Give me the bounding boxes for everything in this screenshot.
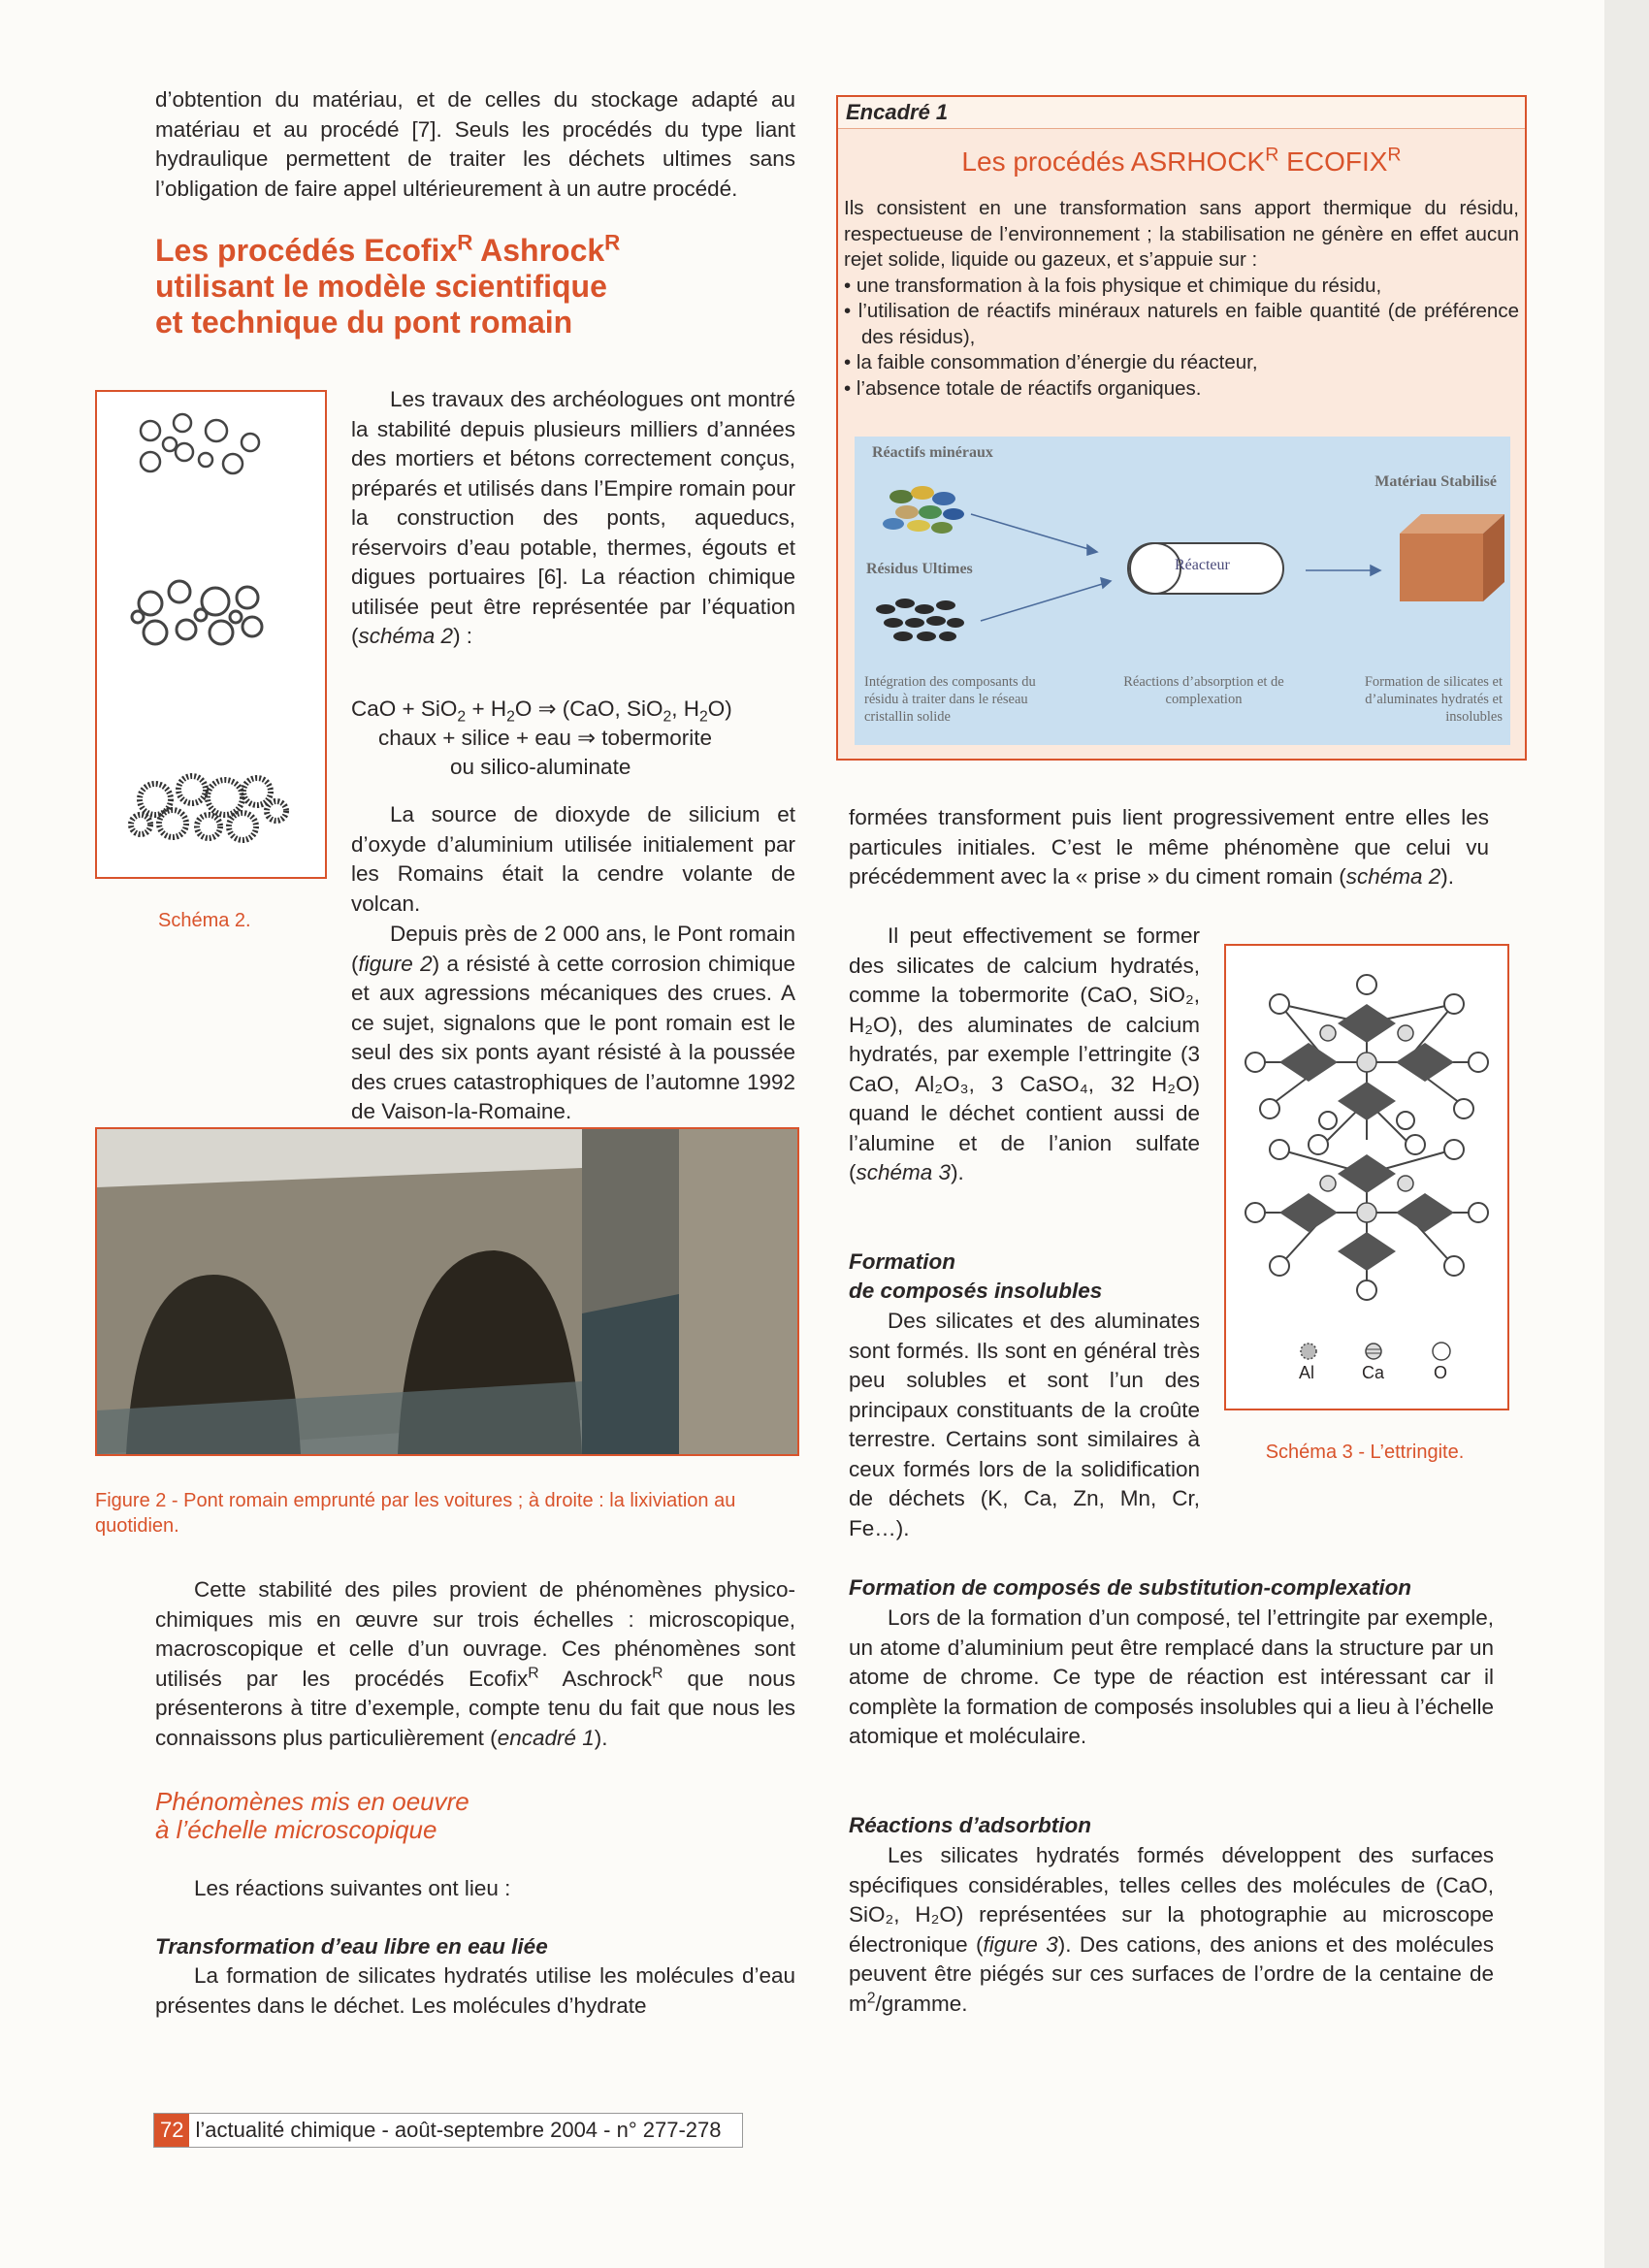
diagram-reactifs: Réactifs minéraux (872, 444, 993, 461)
reactifs-pellets (883, 486, 964, 534)
heading-micro: Phénomènes mis en oeuvre à l’échelle microscopique (155, 1787, 469, 1844)
equation-line1: CaO + $SiO_2 + H_2O$ ⇒ (CaO, SiO$_2$, $H_2O$) (351, 697, 732, 726)
para-substitution: Lors de la formation d’un composé, tel l’ettringite par exemple, un atome d’aluminium peut être remplacé dans la structure par un atome de chrome. Ce type de réaction est intéressant car il complète la formation de composés insolubles qui a lieu à l’échelle atomique et moléculaire. (849, 1605, 1494, 1748)
footer (153, 2113, 743, 2148)
schema2-caption: Schéma 2. (158, 910, 251, 931)
para-ettringite: Il peut effectivement se former des silicates de calcium hydratés, comme la tobermorite (CaO, SiO₂, H₂O), des aluminates de calcium hydratés, par exemple l’ettringite (3 CaO, Al₂O₃, 3 CaSO₄, 32 H₂O) quand le déchet contient aussi de l’alumine et de l’anion sulfate (schéma 3). (849, 923, 1200, 1184)
heading-eau: Transformation d’eau libre en eau liée (155, 1934, 548, 1959)
diagram-step1: Intégration des composants du résidu à traiter dans le réseau cristallin solide (864, 674, 1036, 725)
schema3-figure (1224, 944, 1509, 1410)
equation-line2: chaux + silice + eau ⇒ tobermorite (378, 726, 713, 750)
encadre-text: Ils consistent en une transformation sans apport thermique du résidu, respectueuse de l’environnement ; la stabilisation ne génère en effet aucun rejet solide, liquide ou gazeux, et s’appuie sur : • une transformation à la fois physique et chimique du résidu, • l’utilisation de réactifs minéraux naturels en faible quantité (de préférence des résidus), • la faible consommation d’énergie du réacteur, • l’absence totale de réactifs organiques. (844, 196, 1519, 402)
heading-insolubles: Formation de composés insolubles (849, 1249, 1103, 1303)
para-formees: formées transforment puis lient progressivement entre elles les particules initiales. C’est le même phénomène que celui vu précédemment avec la « prise » du ciment romain (schéma 2). (849, 805, 1489, 889)
heading-adsorbtion: Réactions d’adsorbtion (849, 1813, 1092, 1837)
diagram-step3: Formation de silicates et d’aluminates hydratés et insolubles (1364, 674, 1503, 725)
diagram-materiau: Matériau Stabilisé (1374, 473, 1497, 490)
diagram-step2: Réactions d’absorption et de complexation (1123, 674, 1284, 707)
figure2-caption: Figure 2 - Pont romain emprunté par les voitures ; à droite : la lixiviation au quotidien. (95, 1490, 736, 1537)
encadre-bullet: • l’absence totale de réactifs organiques. (844, 376, 1202, 400)
schema2-drawing (97, 392, 325, 877)
para-stabilite: Cette stabilité des piles provient de phénomènes physico-chimiques mis en œuvre sur trois échelles : microscopique, macroscopique et celle d’un ouvrage. Ces phénomènes sont utilisés par les procédés Ecofix$^R$ Aschrock$^R$ que nous présenterons à titre d’exemple, compte tenu du fait que nous les connaissons plus particulièrement (encadré 1). (155, 1577, 795, 1750)
schema2-stage1 (141, 414, 259, 473)
encadre-label: Encadré 1 (846, 100, 949, 124)
schema3-caption: Schéma 3 - L’ettringite. (1265, 1442, 1465, 1463)
para-reactions: Les réactions suivantes ont lieu : (194, 1876, 511, 1900)
diagram-residus: Résidus Ultimes (866, 561, 973, 577)
intro-paragraph: d’obtention du matériau, et de celles du stockage adapté au matériau et au procédé [7]. Seuls les procédés du type liant hydraulique permettent de traiter les déchets ultimes sans l’obligation de faire appel ultérieurement à un autre procédé. (155, 87, 795, 201)
encadre-bullet: • l’utilisation de réactifs minéraux naturels en faible quantité (de préférence des résidus), (844, 300, 1519, 348)
schema2-figure (95, 390, 327, 879)
heading-substitution: Formation de composés de substitution-complexation (849, 1575, 1412, 1600)
encadre-1 (836, 95, 1527, 761)
legend-al: Al (1299, 1363, 1315, 1382)
schema3-drawing (1226, 946, 1507, 1409)
encadre-bullet: • une transformation à la fois physique et chimique du résidu, (844, 274, 1382, 297)
scan-edge (1604, 0, 1649, 2268)
schema2-stage2 (132, 581, 262, 644)
para-adsorbtion: Les silicates hydratés formés développent des surfaces spécifiques considérables, telles celles des molécules de (CaO, SiO₂, H₂O) représentées sur la photographie au microscope électronique (figure 3). Des cations, des anions et des molécules peuvent être piégés sur ces surfaces de l’ordre de la centaine de $m^2$/gramme. (849, 1843, 1494, 2016)
schema3-legend-icons (1301, 1343, 1450, 1360)
equation (351, 695, 795, 782)
encadre-title: Les procédés $ASRHOCK^R$ $ECOFIX^R$ (961, 144, 1402, 177)
schema2-stage3 (131, 776, 286, 840)
residus-pellets (876, 599, 964, 641)
page-number: 72 (154, 2114, 189, 2147)
para-pont: Depuis près de 2 000 ans, le Pont romain (figure 2) a résisté à cette corrosion chimique et aux agressions mécaniques des crues. A ce sujet, signalons que le pont romain est le seul des six ponts ayant résisté à la poussée des crues catastrophiques de l’automne 1992 de Vaison-la-Romaine. (351, 922, 795, 1123)
para-source: La source de dioxyde de silicium et d’oxyde d’aluminium utilisée initialement par les Romains était la cendre volante de volcan. (351, 802, 795, 916)
figure2-photo (95, 1127, 799, 1456)
encadre-bullet: • la faible consommation d’énergie du réacteur, (844, 351, 1258, 373)
legend-ca: Ca (1362, 1363, 1385, 1382)
para-archeo: Les travaux des archéologues ont montré la stabilité depuis plusieurs milliers d’années des mortiers et bétons correctement conçus, préparés et utilisés dans l’Empire romain pour la construction des ponts, aqueducs, réservoirs d’eau potable, thermes, égouts et digues portuaires [6]. La réaction chimique utilisée peut être représentée par l’équation (schéma 2) : (351, 387, 795, 648)
process-diagram (855, 437, 1510, 745)
equation-line3: ou silico-aluminate (450, 755, 631, 779)
diagram-reacteur: Réacteur (1175, 557, 1230, 573)
legend-o: O (1434, 1363, 1448, 1382)
bridge-photo-drawing (97, 1129, 797, 1454)
para-eau: La formation de silicates hydratés utilise les molécules d’eau présentes dans le déchet. Les molécules d’hydrate (155, 1963, 795, 2018)
stabilized-block (1400, 514, 1504, 601)
heading-ecofix: Les procédés Ecofix$^R$ Ashrock$^R$ utilisant le modèle scientifique et technique du pont romain (155, 230, 621, 340)
journal-name: l’actualité chimique - août-septembre 2004 - n° 277-278 (195, 2118, 722, 2142)
para-insolubles: Des silicates et des aluminates sont formés. Ils sont en général très peu solubles et sont l’un des principaux constituants de la croûte terrestre. Certains sont similaires à ceux formés lors de la solidification de déchets (K, Ca, Zn, Mn, Cr, Fe…). (849, 1309, 1200, 1540)
